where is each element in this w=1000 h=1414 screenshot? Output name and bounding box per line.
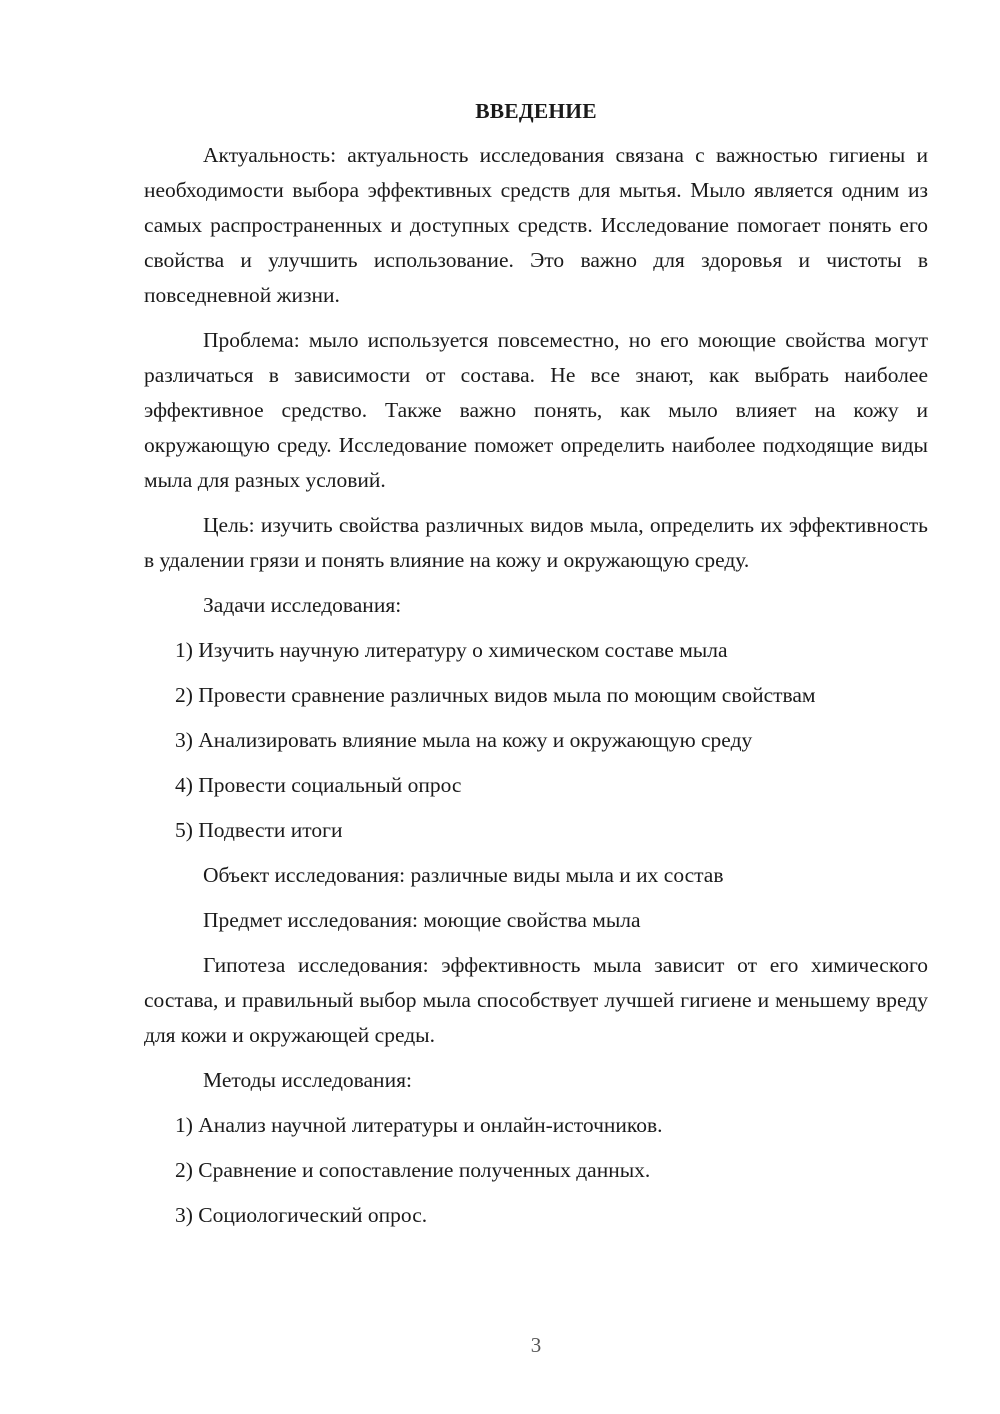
tasks-title: Задачи исследования: bbox=[203, 593, 402, 617]
section-heading: ВВЕДЕНИЕ bbox=[475, 99, 597, 123]
method-item: 1) Анализ научной литературы и онлайн-источников. bbox=[175, 1113, 663, 1137]
task-item: 4) Провести социальный опрос bbox=[175, 773, 462, 797]
page-number: 3 bbox=[530, 1333, 542, 1357]
goal-paragraph: Цель: изучить свойства различных видов мыла, определить их эффективность в удалении грязи и понять влияние на кожу и окружающую среду. bbox=[144, 513, 928, 572]
relevance-paragraph: Актуальность: актуальность исследования связана с важностью гигиены и необходимости выбора эффективных средств для мытья. Мыло является одним из самых распространенных и доступных средств. Исследование помогает понять его свойства и улучшить использование. Это важно для здоровья и чистоты в повседневной жизни. bbox=[144, 143, 928, 307]
problem-paragraph: Проблема: мыло используется повсеместно, но его моющие свойства могут различаться в зависимости от состава. Не все знают, как выбрать наиболее эффективное средство. Также важно понять, как мыло влияет на кожу и окружающую среду. Исследование поможет определить наиболее подходящие виды мыла для разных условий. bbox=[144, 328, 928, 492]
method-item: 2) Сравнение и сопоставление полученных данных. bbox=[175, 1158, 651, 1182]
hypothesis-paragraph: Гипотеза исследования: эффективность мыла зависит от его химического состава, и правильный выбор мыла способствует лучшей гигиене и меньшему вреду для кожи и окружающей среды. bbox=[144, 953, 928, 1047]
task-item: 2) Провести сравнение различных видов мыла по моющим свойствам bbox=[175, 683, 816, 707]
method-item: 3) Социологический опрос. bbox=[175, 1203, 428, 1227]
document-page bbox=[144, 96, 928, 1243]
task-item: 5) Подвести итоги bbox=[175, 818, 343, 842]
subject-line: Предмет исследования: моющие свойства мыла bbox=[203, 908, 641, 932]
task-item: 1) Изучить научную литературу о химическом составе мыла bbox=[175, 638, 728, 662]
object-line: Объект исследования: различные виды мыла и их состав bbox=[203, 863, 724, 887]
task-item: 3) Анализировать влияние мыла на кожу и окружающую среду bbox=[175, 728, 753, 752]
methods-title: Методы исследования: bbox=[203, 1068, 412, 1092]
